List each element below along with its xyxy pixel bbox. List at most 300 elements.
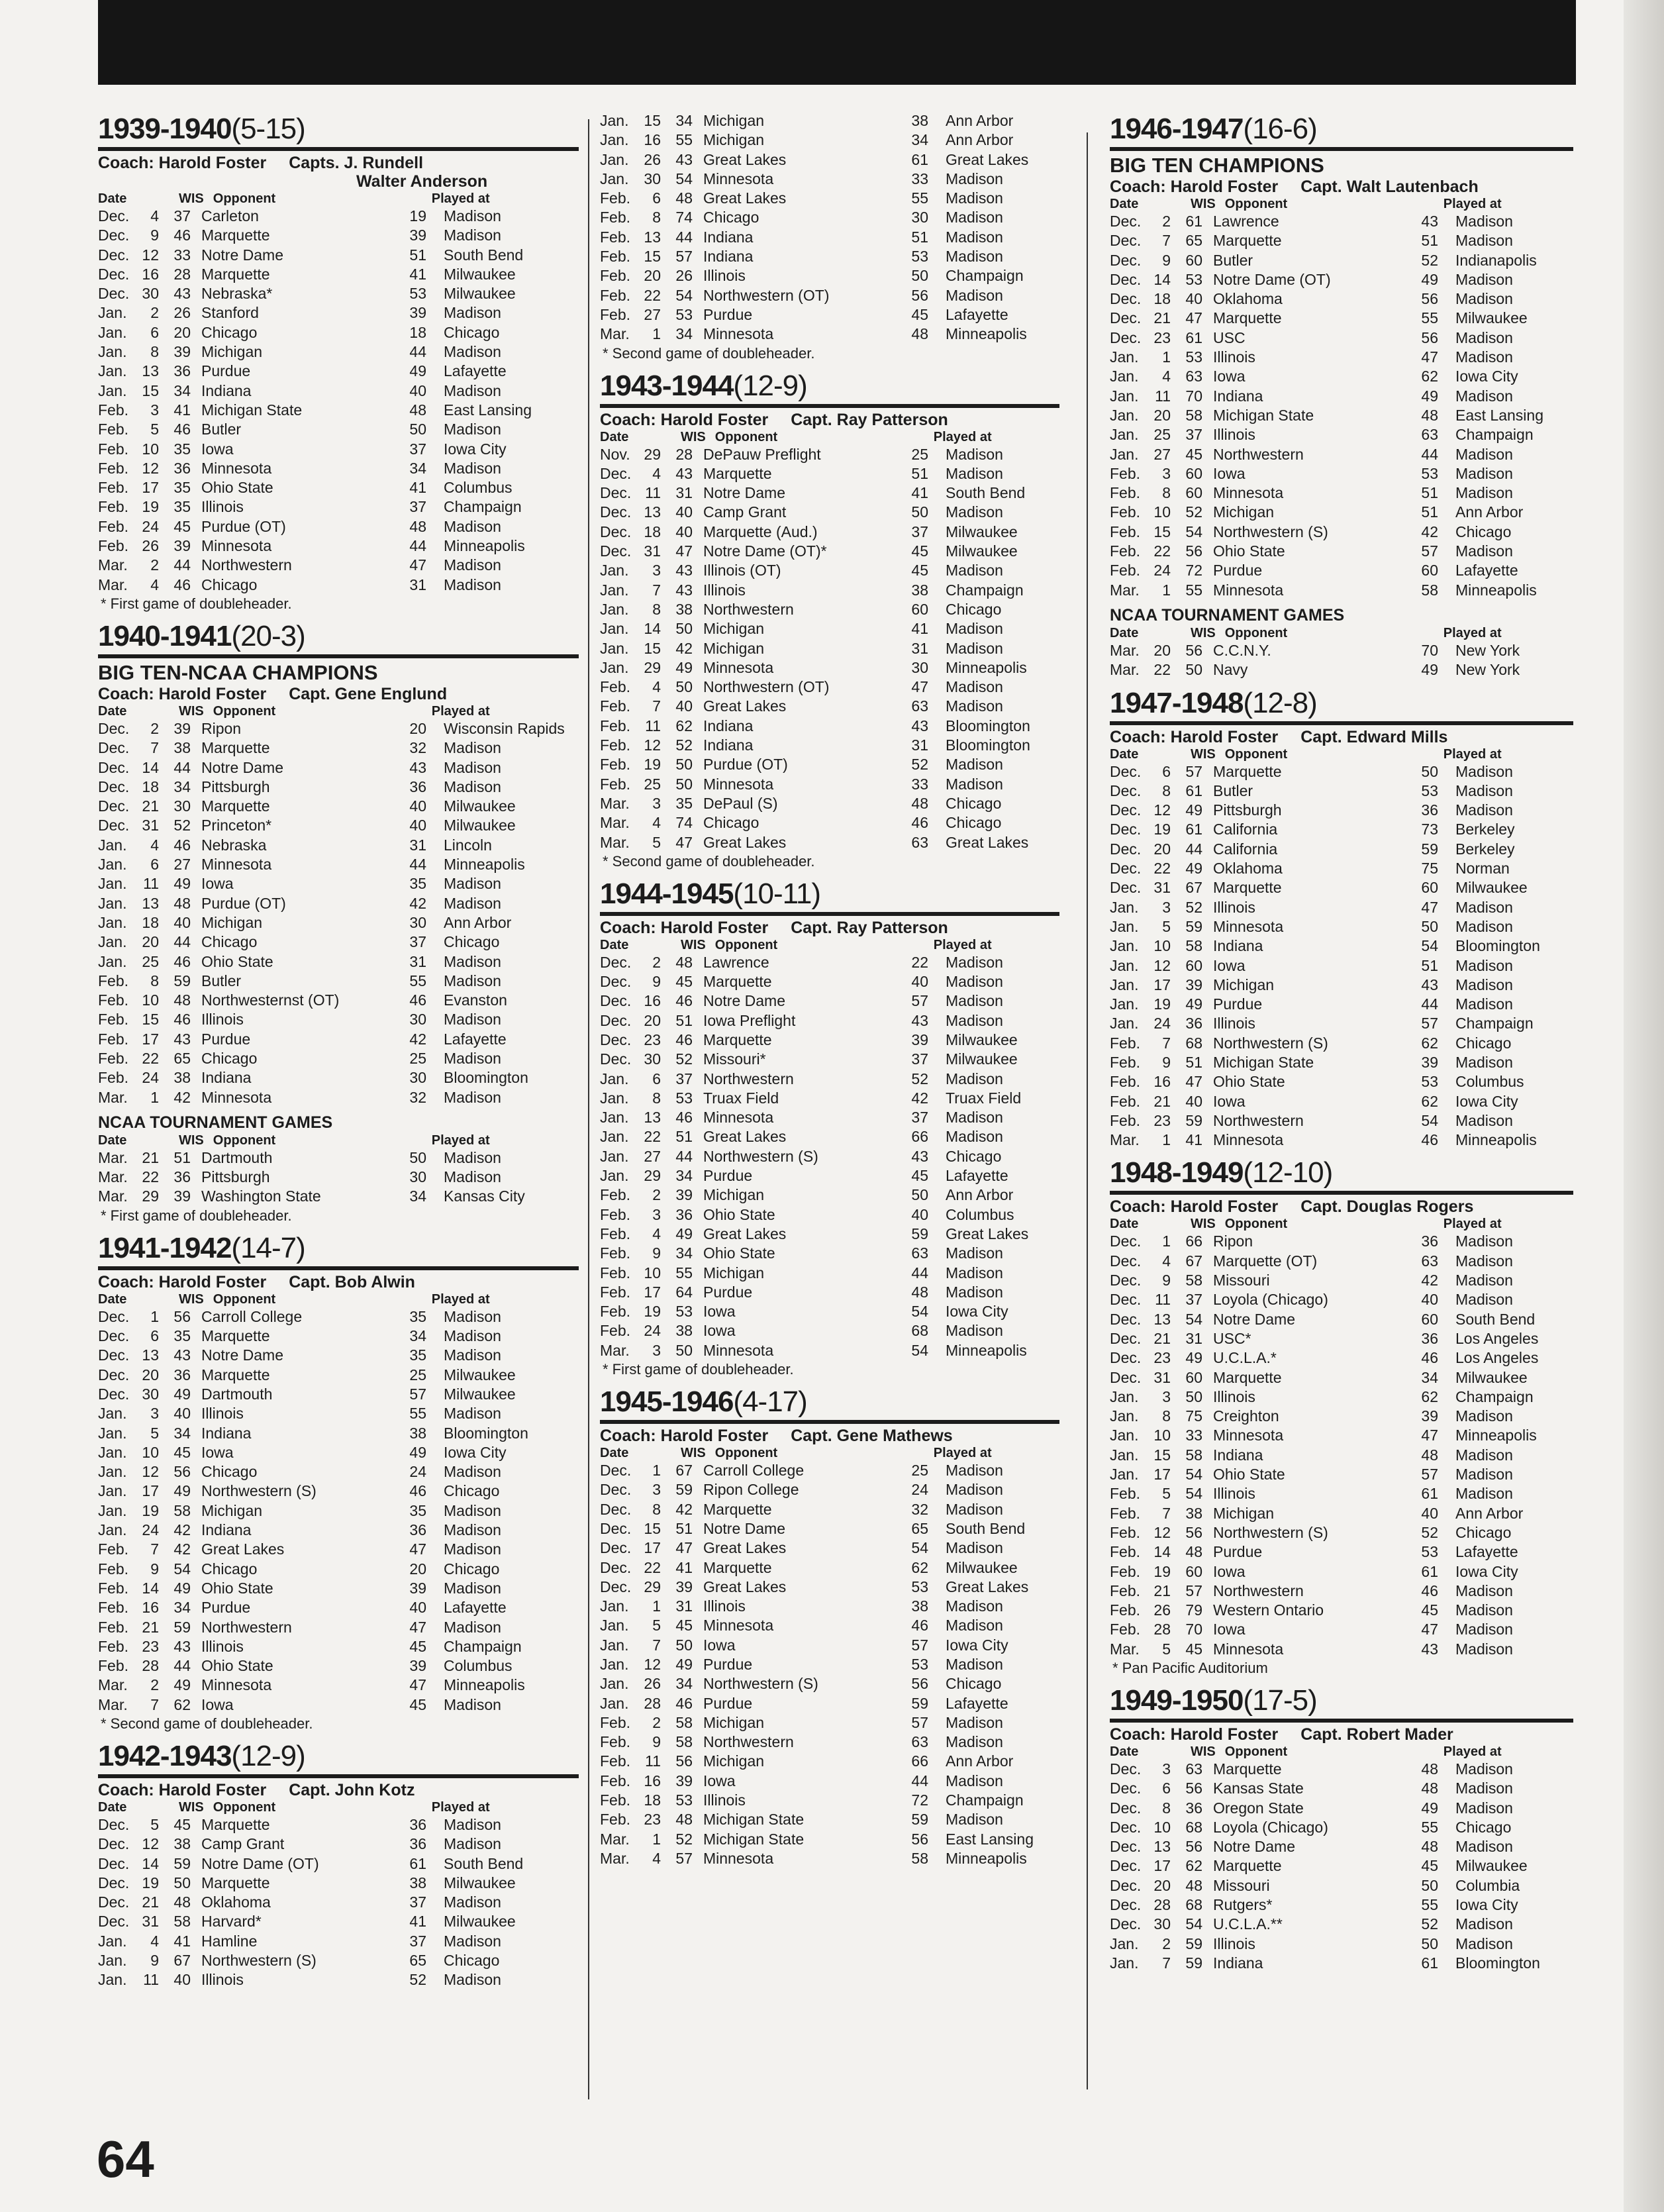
header-played-at: Played at: [933, 429, 992, 444]
game-row: [600, 1341, 1059, 1360]
game-month: Jan.: [1110, 348, 1139, 366]
season-record: (12-9): [231, 1740, 305, 1772]
game-day: 15: [644, 112, 661, 129]
game-month: Feb.: [600, 228, 631, 246]
wis-score: 60: [1185, 464, 1202, 482]
played-at: Minneapolis: [946, 1341, 1027, 1359]
game-month: Dec.: [1110, 1780, 1142, 1797]
game-row: [1110, 1582, 1573, 1601]
played-at: Milwaukee: [946, 1031, 1018, 1048]
opponent-score: 48: [911, 325, 928, 343]
opponent-score: 49: [1421, 387, 1438, 405]
opponent-score: 48: [1421, 1446, 1438, 1464]
wis-score: 57: [675, 1849, 693, 1867]
wis-score: 66: [1185, 1232, 1202, 1250]
game-row: [1110, 231, 1573, 250]
played-at: Madison: [444, 226, 501, 244]
opponent-score: 57: [1421, 1466, 1438, 1483]
played-at: Madison: [444, 739, 501, 757]
game-row: [1110, 523, 1573, 542]
game-row: [98, 991, 579, 1010]
opponent-score: 51: [911, 228, 928, 246]
opponent-name: Illinois: [201, 1405, 244, 1423]
game-row: [1110, 1072, 1573, 1091]
opponent-score: 38: [911, 1597, 928, 1615]
game-row: [1110, 542, 1573, 561]
game-day: 24: [1153, 562, 1171, 579]
played-at: Columbus: [946, 1205, 1014, 1223]
game-month: Dec.: [98, 739, 130, 757]
opponent-name: Oklahoma: [201, 1893, 271, 1911]
played-at: Ann Arbor: [946, 1752, 1014, 1770]
captain-name: Capt. Gene Englund: [289, 684, 448, 703]
game-month: Jan.: [98, 836, 127, 854]
game-day: 1: [652, 1597, 661, 1615]
played-at: Ann Arbor: [946, 112, 1014, 129]
played-at: Ann Arbor: [1455, 1504, 1524, 1522]
opponent-name: Illinois: [703, 267, 746, 285]
opponent-name: Illinois: [201, 1637, 244, 1655]
opponent-name: Minnesota: [703, 1617, 774, 1634]
played-at: Ann Arbor: [444, 913, 512, 931]
opponent-name: Butler: [201, 972, 242, 989]
game-row: [600, 1558, 1059, 1578]
opponent-name: Marquette: [201, 1366, 270, 1383]
opponent-score: 37: [911, 1109, 928, 1127]
opponent-name: Minnesota: [201, 459, 272, 477]
game-day: 24: [644, 1322, 661, 1340]
game-row: [600, 523, 1059, 542]
wis-score: 27: [173, 856, 191, 874]
opponent-name: Butler: [1213, 251, 1253, 269]
wis-score: 59: [675, 1481, 693, 1499]
game-day: 29: [644, 1578, 661, 1595]
opponent-score: 40: [409, 817, 426, 834]
game-day: 10: [1153, 1427, 1171, 1444]
played-at: Iowa City: [1455, 1092, 1518, 1110]
game-month: Dec.: [1110, 1896, 1142, 1914]
wis-score: 54: [675, 170, 693, 187]
game-month: Feb.: [98, 972, 129, 989]
wis-score: 36: [1185, 1015, 1202, 1032]
wis-score: 51: [1185, 1053, 1202, 1071]
game-row: [1110, 762, 1573, 781]
wis-score: 56: [173, 1307, 191, 1325]
wis-score: 37: [173, 207, 191, 225]
played-at: Madison: [444, 1618, 501, 1636]
game-month: Mar.: [1110, 661, 1140, 679]
coach-line: [1110, 1197, 1573, 1216]
opponent-score: 55: [911, 189, 928, 207]
opponent-name: Great Lakes: [703, 1225, 787, 1242]
opponent-score: 62: [1421, 1034, 1438, 1052]
game-day: 23: [1153, 1111, 1171, 1129]
game-month: Dec.: [98, 1913, 130, 1931]
opponent-score: 39: [409, 304, 426, 322]
opponent-score: 63: [911, 697, 928, 715]
opponent-name: U.C.L.A.*: [1213, 1349, 1277, 1367]
wis-score: 46: [173, 1011, 191, 1029]
opponent-name: Michigan: [201, 343, 263, 361]
game-month: Dec.: [1110, 1329, 1142, 1347]
opponent-score: 42: [409, 1030, 426, 1048]
opponent-score: 60: [911, 600, 928, 618]
game-day: 3: [150, 1405, 159, 1423]
opponent-score: 61: [911, 150, 928, 168]
game-day: 2: [1162, 213, 1171, 230]
opponent-score: 60: [1421, 562, 1438, 579]
played-at: Madison: [444, 1971, 501, 1989]
wis-score: 49: [1185, 801, 1202, 819]
played-at: Evanston: [444, 991, 507, 1009]
game-row: [98, 932, 579, 952]
opponent-name: Dartmouth: [201, 1385, 273, 1403]
wis-score: 46: [173, 226, 191, 244]
wis-score: 58: [1185, 1272, 1202, 1289]
game-month: Dec.: [1110, 1252, 1142, 1270]
game-day: 9: [150, 1952, 159, 1970]
opponent-score: 48: [409, 401, 426, 419]
opponent-score: 40: [409, 797, 426, 815]
wis-score: 60: [1185, 1368, 1202, 1386]
opponent-name: Missouri: [1213, 1272, 1270, 1289]
opponent-name: Loyola (Chicago): [1213, 1818, 1328, 1836]
game-month: Jan.: [98, 913, 127, 931]
opponent-score: 43: [911, 717, 928, 734]
season-title: [1110, 113, 1573, 146]
game-month: Dec.: [1110, 1310, 1142, 1328]
opponent-name: Indiana: [703, 228, 754, 246]
header-date: Date: [600, 1446, 629, 1461]
game-row: [98, 459, 579, 478]
header-opponent: Opponent: [213, 703, 276, 719]
game-month: Dec.: [98, 817, 130, 834]
opponent-score: 32: [409, 1088, 426, 1106]
column-1: [98, 113, 579, 1997]
game-month: Feb.: [98, 1618, 129, 1636]
played-at: South Bend: [444, 1854, 524, 1872]
wis-score: 50: [675, 775, 693, 793]
game-row: [1110, 445, 1573, 464]
opponent-name: Carroll College: [703, 1462, 805, 1480]
opponent-score: 44: [1421, 995, 1438, 1013]
season-years: 1947-1948: [1110, 686, 1244, 719]
captain-name: Capt. Bob Alwin: [289, 1272, 415, 1291]
season-block: [600, 111, 1059, 363]
game-day: 7: [1162, 1954, 1171, 1972]
wis-score: 50: [675, 678, 693, 696]
game-month: Dec.: [600, 1462, 632, 1480]
opponent-name: Illinois: [1213, 1935, 1255, 1952]
header-wis: WIS: [179, 191, 204, 206]
opponent-score: 52: [1421, 1915, 1438, 1933]
game-day: 16: [644, 131, 661, 149]
played-at: Madison: [444, 875, 501, 893]
wis-score: 53: [675, 305, 693, 323]
opponent-name: Marquette: [1213, 1368, 1282, 1386]
wis-score: 74: [675, 814, 693, 832]
played-at: Madison: [1455, 387, 1513, 405]
wis-score: 50: [1185, 661, 1202, 679]
game-row: [1110, 878, 1573, 897]
table-header: [600, 937, 1059, 953]
game-month: Dec.: [1110, 1368, 1142, 1386]
opponent-name: Michigan State: [1213, 1053, 1314, 1071]
played-at: Ann Arbor: [946, 131, 1014, 149]
game-month: Jan.: [98, 323, 127, 341]
game-row: [98, 1521, 579, 1540]
wis-score: 56: [1185, 1780, 1202, 1797]
wis-score: 65: [173, 1049, 191, 1067]
opponent-score: 54: [911, 1303, 928, 1321]
game-row: [600, 717, 1059, 736]
coach-name: Coach: Harold Foster: [98, 684, 267, 703]
opponent-name: Chicago: [201, 323, 258, 341]
game-day: 26: [142, 537, 159, 555]
opponent-score: 39: [911, 1031, 928, 1048]
opponent-score: 55: [409, 1405, 426, 1423]
game-row: [600, 600, 1059, 619]
game-row: [600, 1011, 1059, 1031]
game-day: 1: [652, 1462, 661, 1480]
opponent-score: 65: [409, 1952, 426, 1970]
wis-score: 38: [1185, 1504, 1202, 1522]
game-day: 17: [142, 479, 159, 497]
wis-score: 30: [173, 797, 191, 815]
game-row: [1110, 1876, 1573, 1895]
opponent-name: Michigan: [1213, 976, 1275, 993]
game-month: Jan.: [98, 1952, 127, 1970]
game-day: 1: [652, 325, 661, 343]
game-row: [98, 1030, 579, 1049]
game-month: Feb.: [1110, 503, 1141, 521]
wis-score: 39: [675, 1186, 693, 1204]
opponent-score: 44: [409, 343, 426, 361]
opponent-score: 38: [911, 581, 928, 599]
game-row: [600, 1283, 1059, 1302]
game-month: Dec.: [1110, 251, 1142, 269]
game-month: Dec.: [1110, 328, 1142, 346]
game-day: 12: [644, 1656, 661, 1673]
game-row: [600, 813, 1059, 832]
coach-name: Coach: Harold Foster: [98, 1272, 267, 1291]
game-row: [98, 303, 579, 323]
played-at: Madison: [946, 1772, 1003, 1789]
game-row: [1110, 251, 1573, 270]
game-row: [98, 1695, 579, 1715]
wis-score: 36: [173, 1366, 191, 1383]
opponent-score: 50: [911, 1186, 928, 1204]
opponent-score: 20: [409, 719, 426, 737]
game-row: [1110, 1562, 1573, 1582]
game-row: [98, 342, 579, 362]
game-row: [98, 855, 579, 874]
opponent-score: 51: [1421, 503, 1438, 521]
wis-score: 55: [675, 131, 693, 149]
game-month: Jan.: [600, 112, 629, 129]
season-title: [1110, 1156, 1573, 1189]
game-row: [98, 913, 579, 932]
game-month: Dec.: [1110, 1291, 1142, 1309]
wis-score: 65: [1185, 232, 1202, 250]
opponent-score: 49: [409, 1443, 426, 1461]
played-at: Madison: [946, 445, 1003, 463]
wis-score: 38: [675, 600, 693, 618]
opponent-name: Great Lakes: [703, 1128, 787, 1146]
opponent-score: 36: [1421, 1329, 1438, 1347]
wis-score: 43: [675, 562, 693, 579]
opponent-name: Marquette: [201, 797, 270, 815]
footnote: * First game of doubleheader.: [101, 1207, 292, 1224]
game-month: Dec.: [600, 503, 632, 521]
opponent-name: Northwestern (S): [703, 1675, 818, 1693]
game-day: 6: [150, 856, 159, 874]
opponent-score: 75: [1421, 860, 1438, 878]
captain-name: Capt. Edward Mills: [1300, 727, 1448, 746]
opponent-name: Indiana: [201, 1424, 252, 1442]
game-day: 27: [644, 305, 661, 323]
played-at: East Lansing: [1455, 406, 1543, 424]
coach-line: [1110, 1725, 1573, 1744]
game-day: 10: [142, 440, 159, 458]
game-row: [600, 1578, 1059, 1597]
game-day: 10: [142, 991, 159, 1009]
wis-score: 61: [1185, 328, 1202, 346]
game-month: Jan.: [98, 1463, 127, 1481]
game-row: [1110, 781, 1573, 801]
game-day: 15: [1153, 1446, 1171, 1464]
game-day: 23: [142, 1637, 159, 1655]
game-month: Dec.: [1110, 1838, 1142, 1856]
played-at: Berkeley: [1455, 821, 1515, 838]
opponent-name: Ohio State: [703, 1244, 775, 1262]
game-month: Jan.: [1110, 1935, 1139, 1952]
game-month: Jan.: [98, 952, 127, 970]
opponent-name: Minnesota: [1213, 1640, 1284, 1658]
opponent-score: 40: [1421, 1291, 1438, 1309]
wis-score: 40: [675, 503, 693, 521]
opponent-score: 43: [911, 1147, 928, 1165]
played-at: Iowa City: [1455, 368, 1518, 385]
opponent-score: 30: [409, 1069, 426, 1087]
played-at: Madison: [444, 1307, 501, 1325]
opponent-name: Marquette: [703, 1031, 772, 1048]
opponent-name: Marquette: [201, 1327, 270, 1345]
game-day: 9: [652, 1244, 661, 1262]
game-month: Feb.: [98, 1599, 129, 1617]
played-at: Great Lakes: [946, 833, 1029, 851]
game-row: [600, 755, 1059, 774]
played-at: Chicago: [946, 1147, 1002, 1165]
game-row: [98, 797, 579, 816]
opponent-name: Oklahoma: [1213, 860, 1283, 878]
game-month: Jan.: [1110, 426, 1139, 444]
wis-score: 41: [1185, 1131, 1202, 1149]
played-at: Los Angeles: [1455, 1329, 1539, 1347]
opponent-score: 51: [1421, 484, 1438, 502]
played-at: Madison: [1455, 1111, 1513, 1129]
opponent-score: 48: [1421, 406, 1438, 424]
wis-score: 43: [675, 581, 693, 599]
wis-score: 40: [1185, 290, 1202, 308]
game-month: Jan.: [600, 170, 629, 187]
game-month: Feb.: [1110, 464, 1141, 482]
game-row: [1110, 1014, 1573, 1033]
game-day: 1: [150, 1307, 159, 1325]
wis-score: 61: [1185, 213, 1202, 230]
game-month: Feb.: [600, 209, 631, 226]
played-at: Los Angeles: [1455, 1349, 1539, 1367]
game-month: Dec.: [1110, 1799, 1142, 1817]
game-month: Feb.: [600, 1264, 631, 1282]
opponent-name: Butler: [1213, 781, 1253, 799]
game-day: 7: [652, 1636, 661, 1654]
title-rule: [1110, 721, 1573, 725]
opponent-name: USC*: [1213, 1329, 1251, 1347]
game-row: [98, 323, 579, 342]
game-month: Jan.: [600, 620, 629, 638]
wis-score: 46: [173, 421, 191, 438]
game-month: Jan.: [600, 562, 629, 579]
game-day: 4: [150, 1932, 159, 1950]
game-day: 13: [644, 1109, 661, 1127]
game-month: Feb.: [98, 517, 129, 535]
game-day: 17: [1153, 976, 1171, 993]
game-day: 16: [644, 1772, 661, 1789]
played-at: Madison: [1455, 956, 1513, 974]
opponent-name: Minnesota: [1213, 917, 1284, 935]
game-month: Feb.: [600, 1186, 631, 1204]
played-at: Chicago: [946, 1675, 1002, 1693]
game-row: [1110, 1426, 1573, 1445]
opponent-name: Iowa: [1213, 1562, 1246, 1580]
game-day: 11: [143, 875, 159, 893]
header-wis: WIS: [179, 1800, 204, 1815]
title-rule: [1110, 1191, 1573, 1195]
wis-score: 40: [675, 697, 693, 715]
game-row: [600, 678, 1059, 697]
opponent-score: 61: [1421, 1485, 1438, 1503]
game-row: [98, 1168, 579, 1187]
wis-score: 46: [173, 576, 191, 593]
game-row: [98, 478, 579, 497]
game-month: Feb.: [1110, 542, 1141, 560]
game-row: [1110, 1131, 1573, 1150]
game-day: 19: [142, 1501, 159, 1519]
wis-score: 50: [173, 1874, 191, 1891]
game-day: 23: [1153, 328, 1171, 346]
table-header: [1110, 625, 1573, 641]
game-day: 17: [142, 1030, 159, 1048]
season-title: [98, 113, 579, 146]
game-day: 16: [1153, 1073, 1171, 1091]
game-month: Feb.: [1110, 1621, 1141, 1638]
played-at: Madison: [1455, 1582, 1513, 1599]
header-wis: WIS: [179, 1132, 204, 1148]
opponent-score: 45: [911, 305, 928, 323]
opponent-score: 48: [911, 794, 928, 812]
wis-score: 34: [675, 1167, 693, 1185]
game-month: Feb.: [600, 1225, 631, 1242]
opponent-name: Marquette (Aud.): [703, 523, 818, 540]
game-day: 1: [1162, 1131, 1171, 1149]
opponent-score: 31: [409, 576, 426, 593]
opponent-score: 68: [911, 1322, 928, 1340]
game-month: Jan.: [1110, 937, 1139, 955]
game-month: Jan.: [98, 933, 127, 951]
game-month: Jan.: [600, 581, 629, 599]
played-at: Madison: [946, 1597, 1003, 1615]
